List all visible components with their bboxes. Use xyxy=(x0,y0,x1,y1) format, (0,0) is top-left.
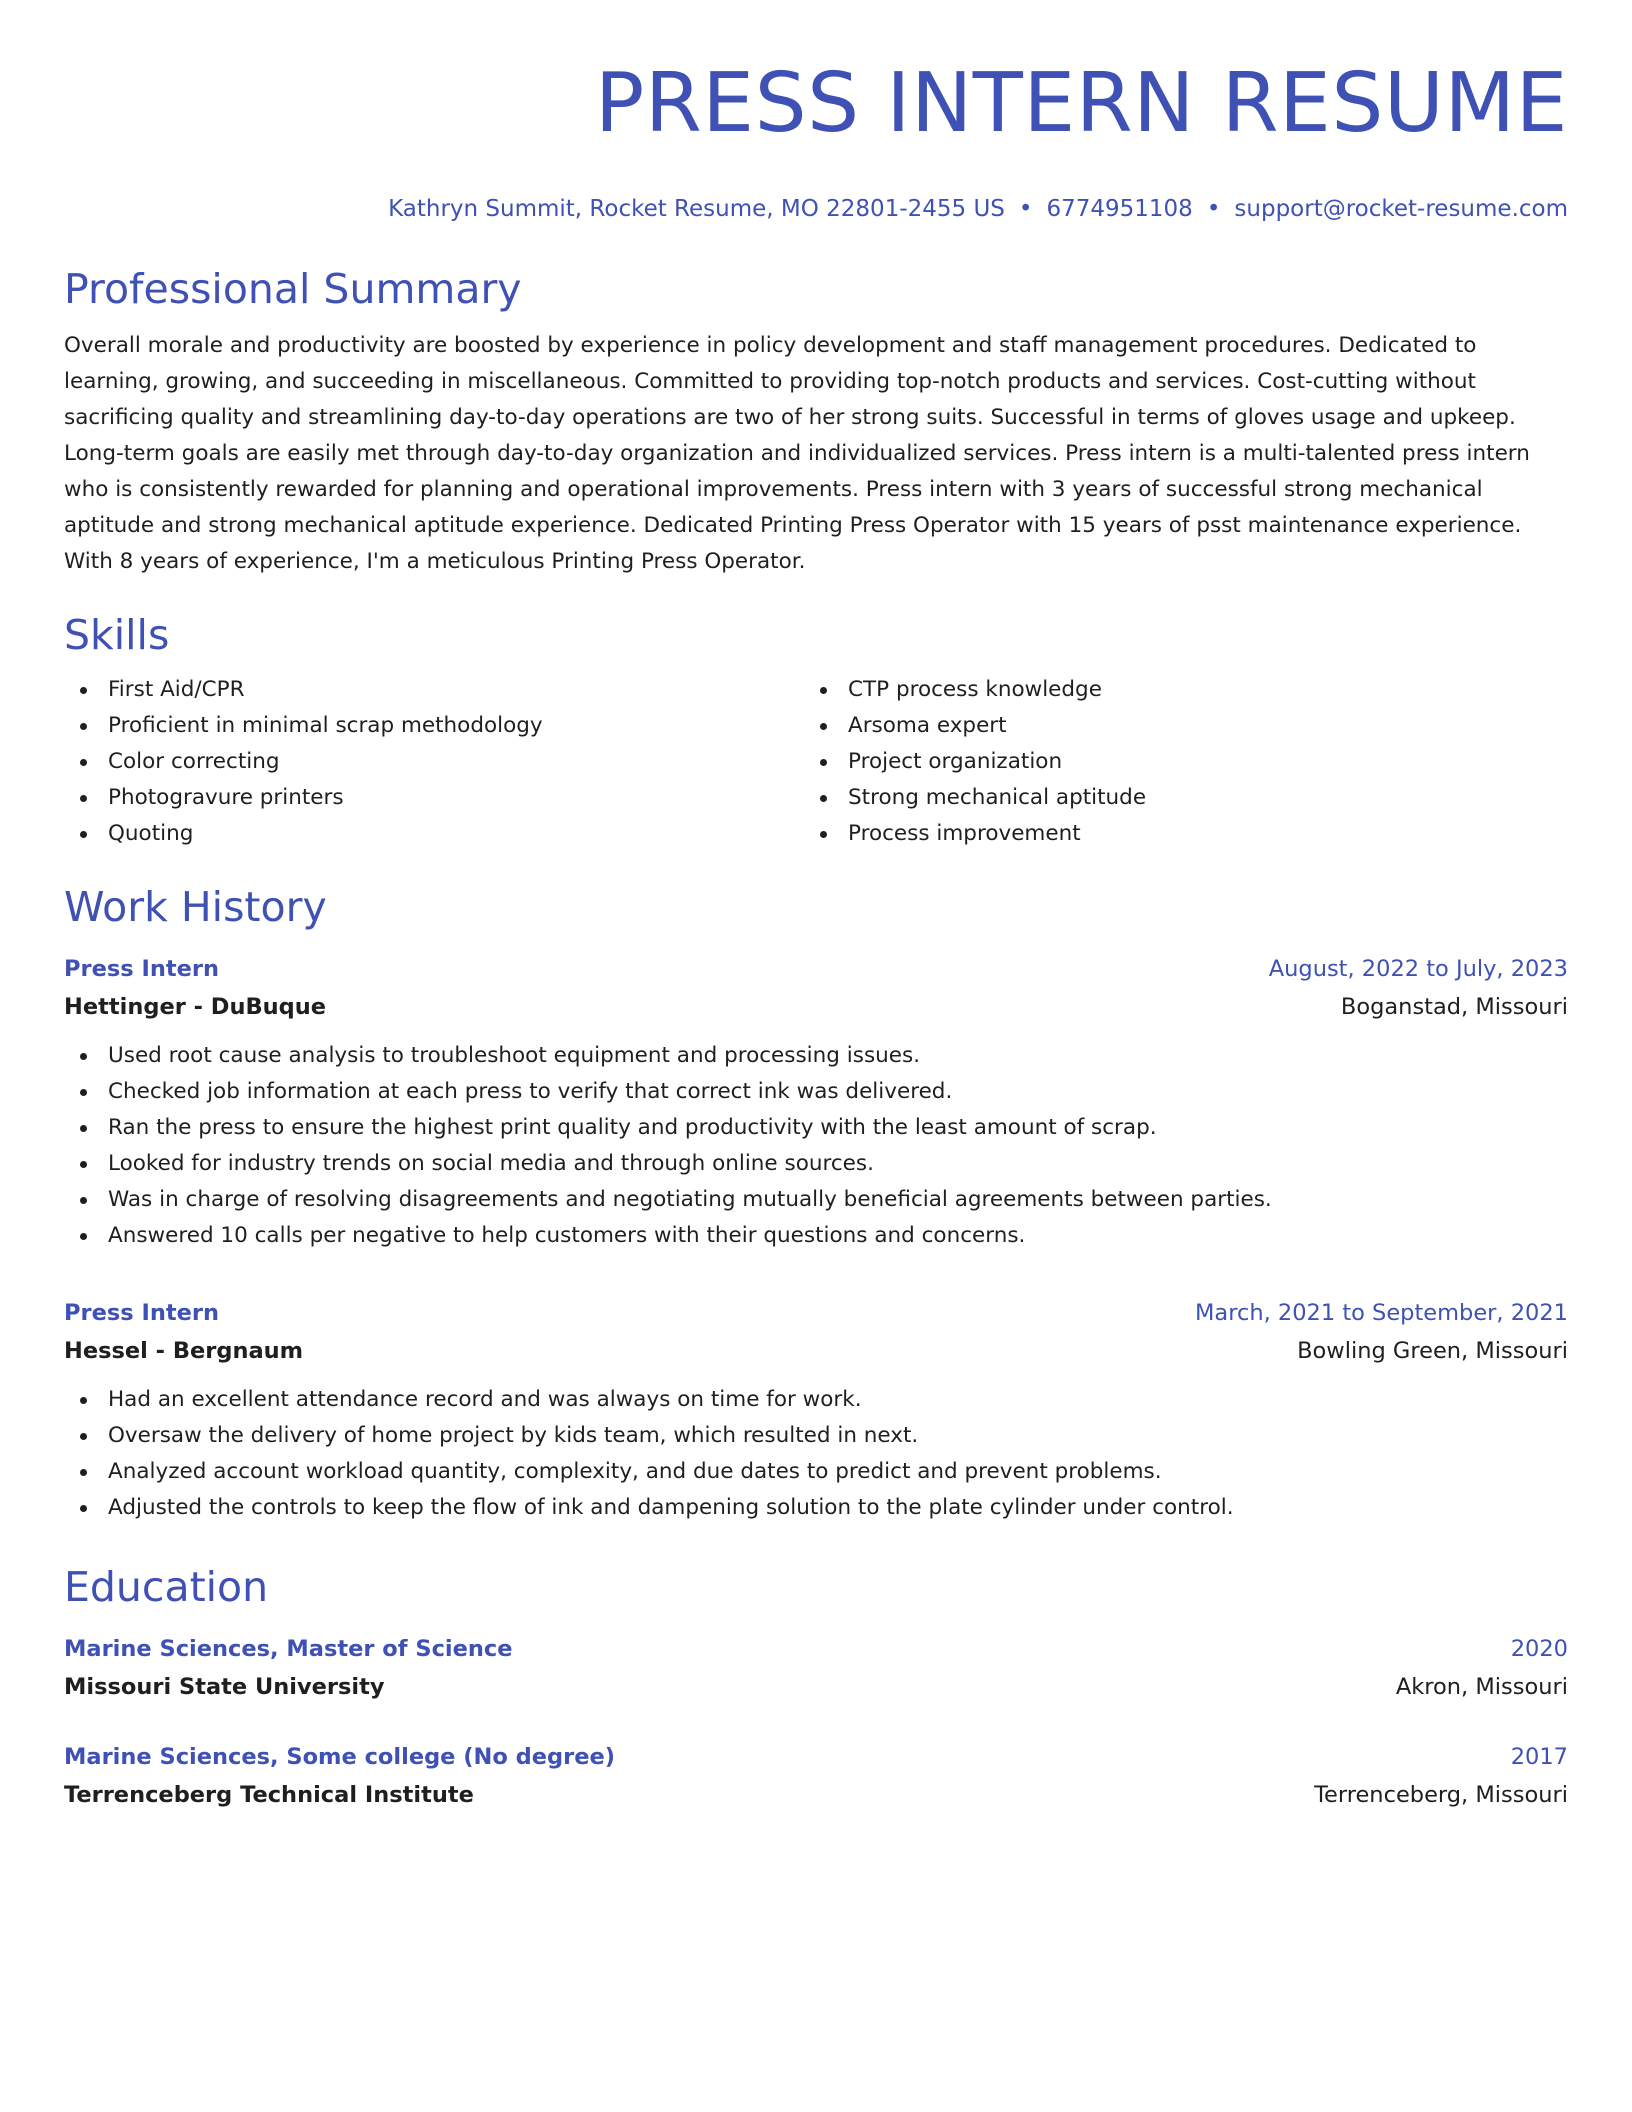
job-location: Boganstad, Missouri xyxy=(1340,994,1568,1020)
job-bullet: Oversaw the delivery of home project by kids team, which resulted in next. xyxy=(64,1418,1568,1454)
job-bullet: Used root cause analysis to troubleshoot equipment and processing issues. xyxy=(64,1038,1568,1074)
skill-item: Quoting xyxy=(64,816,804,852)
contact-line xyxy=(64,194,1568,224)
job-entry xyxy=(64,950,1568,1254)
education-school: Terrenceberg Technical Institute xyxy=(64,1782,474,1808)
skill-item: Project organization xyxy=(804,744,1544,780)
skills-list xyxy=(64,672,1568,852)
job-bullets xyxy=(64,1038,1568,1254)
summary-text: Overall morale and productivity are boosted by experience in policy development and staff management procedures. Dedicated to learning, growing, and succeeding in miscellaneous. Committed to providing top-notch products and services. Cost-cutting without sacrificing quality and streamlining day-to-day operations are two of her strong suits. Successful in terms of gloves usage and upkeep. Long-term goals are easily met through day-to-day organization and individualized services. Press intern is a multi-talented press intern who is consistently rewarded for planning and operational improvements. Press intern with 3 years of successful strong mechanical aptitude and strong mechanical aptitude experience. Dedicated Printing Press Operator with 15 years of psst maintenance experience. With 8 years of experience, I'm a meticulous Printing Press Operator. xyxy=(64,333,1530,574)
education-year: 2017 xyxy=(1510,1744,1568,1770)
job-company: Hessel - Bergnaum xyxy=(64,1338,304,1364)
job-entry xyxy=(64,1294,1568,1526)
job-bullet: Looked for industry trends on social media and through online sources. xyxy=(64,1146,1568,1182)
job-location: Bowling Green, Missouri xyxy=(1297,1338,1568,1364)
skill-item: First Aid/CPR xyxy=(64,672,804,708)
contact-separator: • xyxy=(1018,196,1033,222)
summary-heading: Professional Summary xyxy=(64,265,522,313)
education-degree: Marine Sciences, Some college (No degree) xyxy=(64,1744,616,1770)
skill-item: CTP process knowledge xyxy=(804,672,1544,708)
education-degree: Marine Sciences, Master of Science xyxy=(64,1636,513,1662)
skill-item: Color correcting xyxy=(64,744,804,780)
skill-item: Proficient in minimal scrap methodology xyxy=(64,708,804,744)
contact-address: Kathryn Summit, Rocket Resume, MO 22801-2455 US xyxy=(388,196,1005,222)
work-history-heading: Work History xyxy=(64,883,327,931)
job-bullet: Had an excellent attendance record and was always on time for work. xyxy=(64,1382,1568,1418)
resume-title: PRESS INTERN RESUME xyxy=(594,56,1568,151)
job-bullet: Answered 10 calls per negative to help customers with their questions and concerns. xyxy=(64,1218,1568,1254)
job-dates: August, 2022 to July, 2023 xyxy=(1268,956,1568,982)
education-heading: Education xyxy=(64,1563,269,1611)
job-role: Press Intern xyxy=(64,1300,219,1326)
skill-item: Process improvement xyxy=(804,816,1544,852)
skill-item: Arsoma expert xyxy=(804,708,1544,744)
job-bullet: Was in charge of resolving disagreements and negotiating mutually beneficial agreements between parties. xyxy=(64,1182,1568,1218)
job-bullet: Adjusted the controls to keep the flow of ink and dampening solution to the plate cylinder under control. xyxy=(64,1490,1568,1526)
contact-phone[interactable]: 6774951108 xyxy=(1046,196,1193,222)
job-dates: March, 2021 to September, 2021 xyxy=(1195,1300,1568,1326)
skill-item: Photogravure printers xyxy=(64,780,804,816)
skill-item: Strong mechanical aptitude xyxy=(804,780,1544,816)
job-company: Hettinger - DuBuque xyxy=(64,994,327,1020)
job-bullets xyxy=(64,1382,1568,1526)
skills-heading: Skills xyxy=(64,611,170,659)
job-bullet: Checked job information at each press to verify that correct ink was delivered. xyxy=(64,1074,1568,1110)
job-bullet: Ran the press to ensure the highest print quality and productivity with the least amount of scrap. xyxy=(64,1110,1568,1146)
contact-separator: • xyxy=(1206,196,1221,222)
job-role: Press Intern xyxy=(64,956,219,982)
skills-column-left xyxy=(64,672,804,852)
education-school: Missouri State University xyxy=(64,1674,385,1700)
education-entry xyxy=(64,1630,1568,1706)
education-location: Terrenceberg, Missouri xyxy=(1314,1782,1568,1808)
education-entry xyxy=(64,1738,1568,1814)
contact-email[interactable]: support@rocket-resume.com xyxy=(1234,196,1568,222)
education-location: Akron, Missouri xyxy=(1395,1674,1568,1700)
job-bullet: Analyzed account workload quantity, complexity, and due dates to predict and prevent problems. xyxy=(64,1454,1568,1490)
skills-column-right xyxy=(804,672,1544,852)
education-year: 2020 xyxy=(1510,1636,1568,1662)
